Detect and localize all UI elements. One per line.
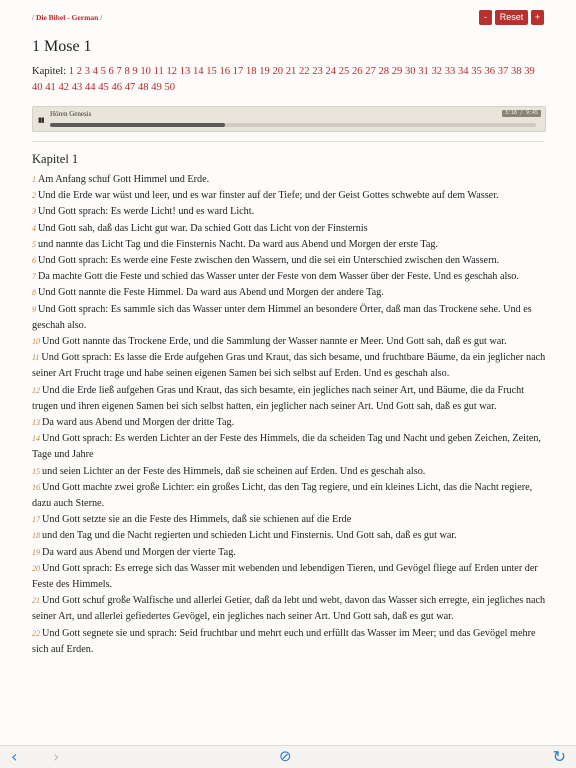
verse-number[interactable]: 2 [32, 191, 36, 201]
verse-number[interactable]: 5 [32, 239, 36, 249]
verse-text: Und die Erde ließ aufgehen Gras und Kraut, das sich besamte, ein jegliches nach seiner Art, und Bäume, die da Frucht trugen und ihren eigenen Samen bei sich selbst hatten, ein jeglicher nach seiner Art. Und Gott sah, daß es gut war. [32, 384, 525, 412]
chapter-heading: Kapitel 1 [32, 152, 79, 166]
verse-number[interactable]: 21 [32, 596, 40, 606]
verse [32, 302, 546, 334]
verse-number[interactable]: 19 [32, 547, 40, 557]
divider [32, 141, 544, 142]
chapter-link[interactable]: 5 [100, 66, 106, 77]
chapter-link[interactable]: 31 [418, 66, 429, 77]
chapter-link[interactable]: 47 [124, 82, 136, 93]
chapter-link[interactable]: 42 [58, 82, 70, 93]
verse [32, 204, 546, 220]
chapter-link[interactable]: 18 [245, 66, 257, 77]
chapter-link[interactable]: 34 [457, 66, 469, 77]
verse-number[interactable]: 1 [32, 175, 36, 184]
verse-text: Am Anfang schuf Gott Himmel und Erde. [38, 174, 210, 185]
bottom-toolbar [0, 745, 576, 768]
chapter-link[interactable]: 29 [391, 66, 403, 77]
verse [32, 512, 546, 528]
chapter-link[interactable]: 16 [219, 66, 231, 77]
verse-text: Und Gott nannte das Trockene Erde, und die Sammlung der Wasser nannte er Meer. Und Gott sah, daß es gut war. [42, 336, 507, 348]
chapter-link[interactable]: 48 [138, 82, 149, 93]
chapter-link[interactable]: 50 [164, 82, 176, 93]
chapter-list [32, 64, 544, 96]
verse-text: Und Gott sah, daß das Licht gut war. Da schied Gott das Licht von der Finsternis [38, 222, 368, 234]
chapter-link[interactable]: 17 [232, 66, 244, 77]
verse-text: Da machte Gott die Feste und schied das Wasser unter der Feste von dem Wasser über der Feste. Und es geschah also. [38, 271, 519, 283]
chapter-link[interactable]: 19 [259, 66, 270, 77]
verse-number[interactable]: 16 [32, 482, 40, 492]
chapter-links [32, 66, 535, 93]
verse [32, 626, 546, 658]
chapter-link[interactable]: 2 [76, 66, 83, 77]
verse [32, 415, 546, 431]
chapter-link[interactable]: 43 [71, 82, 83, 93]
verse-text: und seien Lichter an der Feste des Himmels, daß sie scheinen auf Erden. Und es geschah also. [42, 465, 426, 477]
verse-text: Und Gott sprach: Es werden Lichter an der Feste des Himmels, die da scheiden Tag und Nacht und geben Zeichen, Zeiten, Tage und Jahre [32, 433, 541, 461]
page-title: 1 Mose 1 [32, 38, 92, 55]
verse-number[interactable]: 14 [32, 434, 40, 444]
verse-text: Und Gott sprach: Es lasse die Erde aufgehen Gras und Kraut, das sich besame, und fruchtbare Bäume, da ein jeglicher nach seiner Art Frucht trage und habe seinen eigenen Samen bei sich selbst auf Erden. Und es geschah also. [32, 352, 546, 380]
verse-number[interactable]: 17 [32, 515, 40, 525]
breadcrumb-link[interactable]: Die Bibel - German [35, 13, 99, 22]
audio-player [32, 106, 546, 132]
chapter-link[interactable]: 20 [272, 66, 284, 77]
verse [32, 480, 546, 512]
audio-title: Hören Genesis [50, 110, 92, 118]
verse [32, 593, 546, 625]
verse-number[interactable]: 7 [32, 272, 36, 282]
verse-number[interactable]: 8 [32, 288, 36, 298]
verse-text: Und Gott schuf große Walfische und allerlei Getier, daß da lebt und webt, davon das Wasser sich erregte, ein jegliches nach seiner Art, und allerlei gefiedertes Gevögel, ein jegliches nach seiner Art. Und Gott sah, daß es gut war. [32, 595, 546, 623]
verse-list [32, 172, 546, 746]
chapter-link[interactable]: 46 [111, 82, 123, 93]
audio-time: 3:18 / 9:45 [502, 110, 541, 117]
verse-text: Und Gott sprach: Es werde Licht! und es ward Licht. [38, 206, 255, 218]
breadcrumb-separator: / [32, 13, 35, 22]
verse-text: Und die Erde war wüst und leer, und es war finster auf der Tiefe; und der Geist Gottes schwebte auf dem Wasser. [38, 190, 499, 202]
verse [32, 269, 546, 285]
chapter-link[interactable]: 37 [497, 66, 509, 77]
verse-text: Und Gott machte zwei große Lichter: ein großes Licht, das den Tag regiere, und ein kleines Licht, das die Nacht regiere, dazu auch Sterne. [32, 481, 533, 510]
verse [32, 285, 546, 301]
verse-text: Und Gott sprach: Es errege sich das Wasser mit webenden und lebendigen Tieren, und Gevögel fliege auf Erden unter der Feste des Himmels. [32, 562, 538, 591]
verse [32, 561, 546, 593]
chapter-link[interactable]: 40 [32, 82, 43, 93]
verse [32, 172, 546, 188]
chapter-link[interactable]: 22 [298, 66, 310, 77]
verse-number[interactable]: 9 [32, 304, 36, 314]
chapter-link[interactable]: 38 [510, 66, 522, 77]
chapter-link[interactable]: 13 [179, 66, 191, 77]
verse [32, 431, 546, 463]
verse [32, 350, 546, 382]
chapter-link[interactable]: 7 [116, 66, 122, 77]
chapter-link[interactable]: 6 [108, 66, 114, 77]
verse [32, 528, 546, 544]
chapter-link[interactable]: 33 [444, 66, 456, 77]
verse [32, 237, 546, 253]
chapter-link[interactable]: 25 [338, 66, 350, 77]
chapter-link[interactable]: 36 [484, 66, 496, 77]
chapter-list-label: Kapitel: [32, 66, 67, 77]
verse-number[interactable]: 13 [32, 418, 40, 428]
chapter-link[interactable]: 35 [471, 66, 482, 77]
chapter-link[interactable]: 12 [166, 66, 178, 77]
chapter-link[interactable]: 11 [153, 66, 164, 77]
verse-number[interactable]: 22 [32, 628, 40, 638]
chapter-link[interactable]: 45 [98, 82, 109, 93]
verse-number[interactable]: 4 [32, 223, 36, 233]
chapter-link[interactable]: 15 [206, 66, 217, 77]
chapter-link[interactable]: 26 [351, 66, 363, 77]
stop-icon[interactable]: ⊘ [279, 747, 292, 765]
chapter-link[interactable]: 9 [132, 66, 138, 77]
chapter-link[interactable]: 4 [92, 66, 98, 77]
chapter-link[interactable]: 23 [312, 66, 323, 77]
audio-progress-track[interactable] [50, 123, 536, 127]
chapter-link[interactable]: 39 [524, 66, 535, 77]
pause-icon[interactable]: ▮▮ [38, 116, 44, 124]
verse-text: und den Tag und die Nacht regierten und schieden Licht und Finsternis. Und Gott sah, daß es gut war. [42, 530, 457, 542]
verse [32, 334, 546, 350]
verse-text: Und Gott sprach: Es sammle sich das Wasser unter dem Himmel an besondere Örter, daß man das Trockene sehe. Und es geschah also. [32, 303, 532, 331]
verse [32, 221, 546, 237]
chevron-right-icon[interactable]: › [53, 747, 60, 766]
verse-number[interactable]: 12 [32, 385, 40, 395]
breadcrumb [32, 13, 102, 22]
verse-number[interactable]: 10 [32, 337, 40, 347]
verse-number[interactable]: 3 [32, 207, 36, 217]
chapter-link[interactable]: 24 [325, 66, 337, 77]
verse-number[interactable]: 18 [32, 531, 40, 541]
chapter-link[interactable]: 8 [124, 66, 130, 77]
chapter-link[interactable]: 49 [151, 82, 162, 93]
top-bar [32, 8, 544, 28]
reload-icon[interactable]: ↻ [552, 747, 566, 766]
chapter-link[interactable]: 10 [140, 66, 151, 77]
chapter-link[interactable]: 3 [84, 66, 90, 77]
verse [32, 464, 546, 480]
chapter-link[interactable]: 44 [85, 82, 96, 93]
verse [32, 545, 546, 561]
verse-number[interactable]: 20 [32, 563, 40, 573]
verse [32, 253, 546, 269]
verse [32, 188, 546, 204]
verse-number[interactable]: 11 [32, 353, 40, 363]
verse-text: Da ward aus Abend und Morgen der vierte Tag. [42, 546, 236, 558]
reset-font-button[interactable]: Reset [495, 10, 528, 25]
verse-text: Und Gott sprach: Es werde eine Feste zwischen den Wassern, und die sei ein Unterschied zwischen den Wassern. [38, 255, 500, 267]
verse-text: und nannte das Licht Tag und die Finsternis Nacht. Da ward aus Abend und Morgen der erste Tag. [38, 238, 439, 250]
breadcrumb-separator: / [100, 13, 103, 22]
chapter-link[interactable]: 30 [404, 66, 416, 77]
increase-font-button[interactable]: + [531, 10, 544, 25]
chapter-link[interactable]: 41 [45, 82, 56, 93]
verse-text: Und Gott segnete sie und sprach: Seid fruchtbar und mehrt euch und erfüllt das Wasser im Meer; und das Gevögel mehre sich auf Erden. [32, 627, 536, 655]
chevron-left-icon[interactable]: ‹ [11, 747, 18, 766]
chapter-link[interactable]: 1 [68, 66, 75, 77]
verse-number[interactable]: 15 [32, 466, 40, 476]
chapter-link[interactable]: 27 [365, 66, 376, 77]
decrease-font-button[interactable]: - [479, 10, 492, 25]
audio-progress-fill [50, 123, 225, 127]
chapter-link[interactable]: 32 [431, 66, 443, 77]
verse [32, 383, 546, 415]
font-size-controls [479, 10, 544, 25]
chapter-link[interactable]: 28 [378, 66, 390, 77]
chapter-link[interactable]: 14 [192, 66, 204, 77]
verse-text: Und Gott setzte sie an die Feste des Himmels, daß sie schienen auf die Erde [42, 514, 352, 526]
chapter-link[interactable]: 21 [285, 66, 297, 77]
verse-text: Und Gott nannte die Feste Himmel. Da ward aus Abend und Morgen der andere Tag. [38, 287, 384, 299]
verse-text: Da ward aus Abend und Morgen der dritte Tag. [42, 417, 235, 429]
verse-number[interactable]: 6 [32, 256, 36, 266]
